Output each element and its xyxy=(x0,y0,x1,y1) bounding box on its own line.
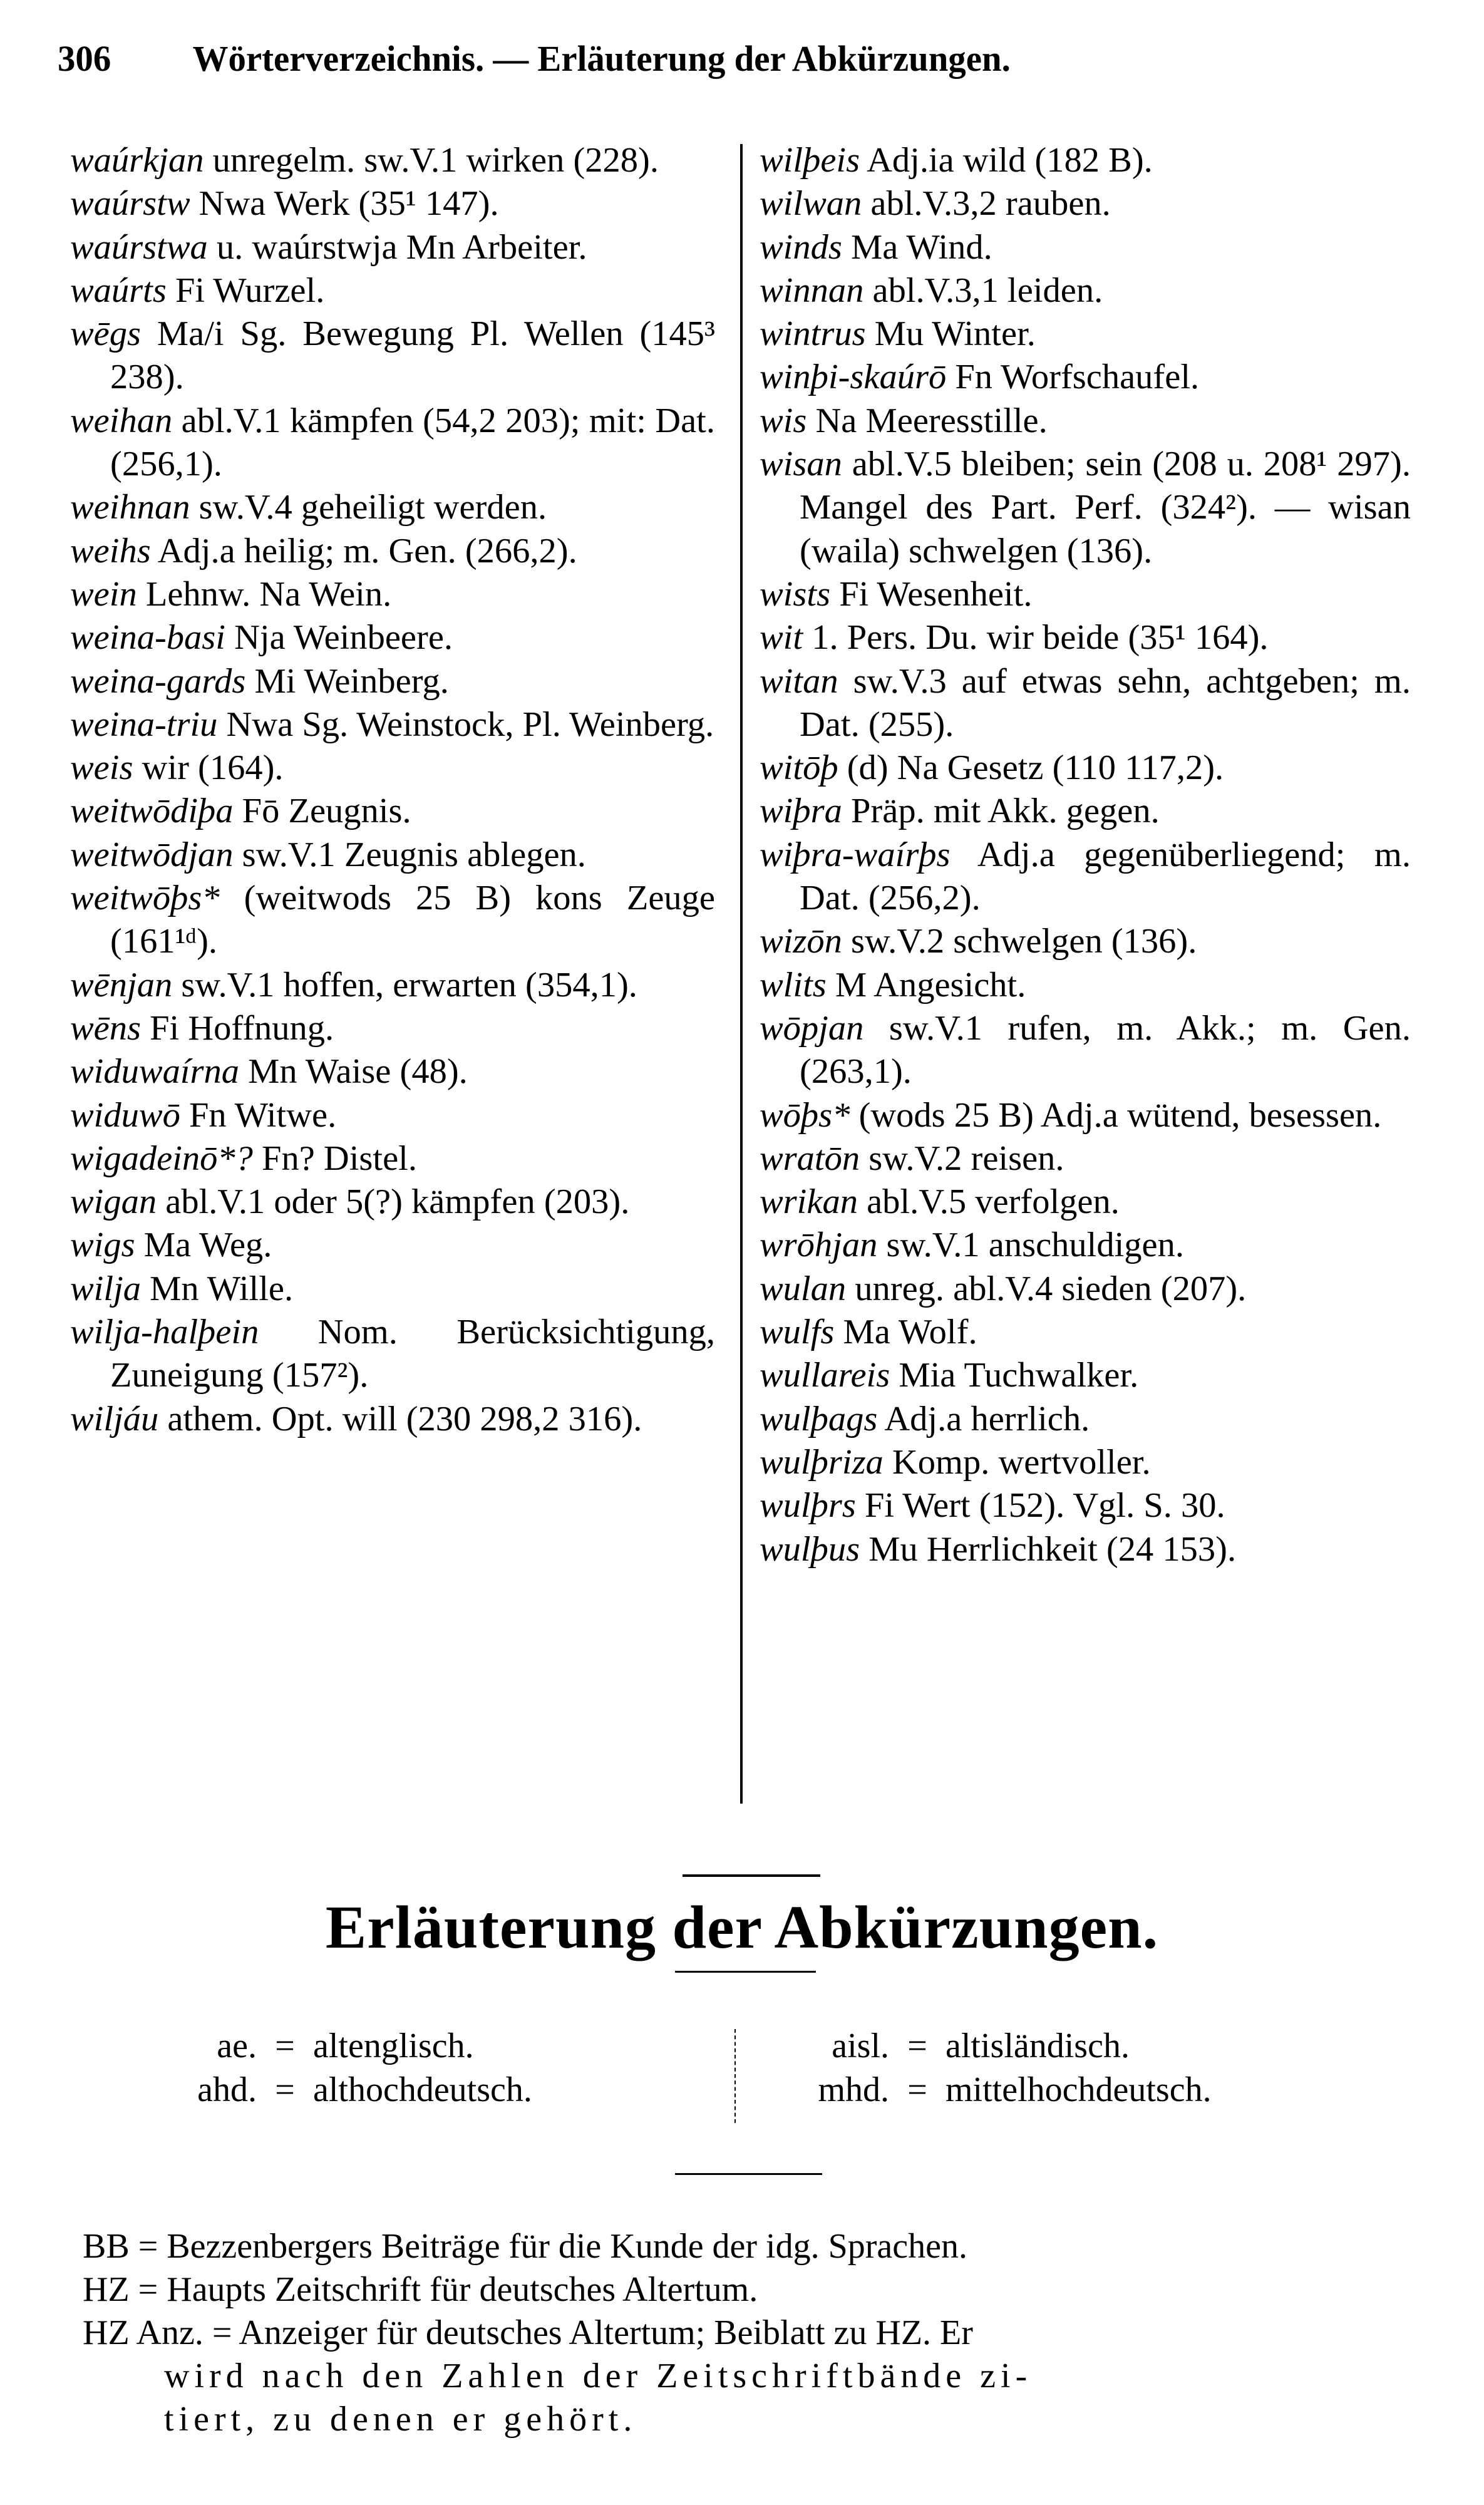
entry-lemma: wullareis xyxy=(760,1356,890,1395)
entry-definition: sw.V.4 geheiligt werden. xyxy=(190,488,547,527)
equals-sign: = xyxy=(138,2227,158,2266)
entry-lemma: weitwōþs* xyxy=(70,879,220,918)
glossary-entry xyxy=(70,1094,715,1137)
entry-definition: abl.V.5 verfolgen. xyxy=(857,1182,1120,1222)
entry-lemma: weina-basi xyxy=(70,618,225,658)
glossary-right-column xyxy=(760,139,1411,1571)
entry-definition: Ma/i Sg. Bewegung Pl. Wellen (145³ 238). xyxy=(110,314,715,397)
glossary-entry xyxy=(70,877,715,964)
entry-definition: M Angesicht. xyxy=(826,965,1026,1005)
entry-definition: Adj.a gegenüberliegend; m. Dat. (256,2). xyxy=(800,835,1411,918)
glossary-entry xyxy=(70,312,715,400)
entry-definition: Mu Herrlichkeit (24 153). xyxy=(860,1529,1237,1569)
entry-definition: Mn Waise (48). xyxy=(239,1052,468,1092)
abbreviation-key: ahd. xyxy=(197,2070,257,2109)
running-title: Wörterverzeichnis. — Erläuterung der Abkürzungen. xyxy=(192,38,1011,79)
glossary-entry xyxy=(70,139,715,182)
entry-lemma: wilþeis xyxy=(760,141,860,180)
entry-lemma: widuwō xyxy=(70,1095,180,1135)
entry-lemma: wilwan xyxy=(760,184,862,224)
entry-lemma: witōþ xyxy=(760,748,838,788)
entry-lemma: waúrstw xyxy=(70,184,190,224)
entry-definition: sw.V.1 anschuldigen. xyxy=(877,1226,1185,1265)
entry-lemma: wiþra xyxy=(760,792,842,831)
glossary-entry xyxy=(760,139,1411,182)
entry-lemma: wēgs xyxy=(70,314,141,354)
entry-lemma: wulþrs xyxy=(760,1486,856,1526)
running-head xyxy=(58,38,1011,80)
entry-definition: Nja Weinbeere. xyxy=(225,618,453,658)
entry-lemma: wigadeinō*? xyxy=(70,1139,253,1178)
abbreviation-row xyxy=(188,2024,474,2068)
entry-definition: (d) Na Gesetz (110 117,2). xyxy=(838,748,1224,788)
glossary-entry xyxy=(760,920,1411,963)
glossary-entry xyxy=(760,573,1411,616)
glossary-entry xyxy=(70,400,715,487)
entry-definition: sw.V.2 reisen. xyxy=(860,1139,1064,1178)
glossary-columns xyxy=(0,139,1484,1817)
entry-definition: Fi Hoffnung. xyxy=(141,1008,334,1048)
entry-lemma: wratōn xyxy=(760,1139,860,1178)
entry-lemma: weina-gards xyxy=(70,661,246,701)
journal-entry xyxy=(83,2311,1410,2355)
entry-lemma: wēns xyxy=(70,1008,141,1048)
entry-definition: Nom. Berücksichtigung, Zuneigung (157²). xyxy=(110,1313,715,1395)
entry-definition: Lehnw. Na Wein. xyxy=(137,574,392,614)
entry-definition: sw.V.1 rufen, m. Akk.; m. Gen. (263,1). xyxy=(800,1008,1411,1092)
abbreviation-row xyxy=(814,2024,1130,2068)
abbreviation-meaning: mittelhochdeutsch. xyxy=(946,2070,1212,2109)
journal-meaning: Anzeiger für deutsches Altertum; Beiblatt zu HZ. Er xyxy=(239,2313,973,2352)
abbreviation-row xyxy=(814,2068,1212,2112)
entry-definition: unregelm. sw.V.1 wirken (228). xyxy=(204,141,659,180)
entry-lemma: winds xyxy=(760,227,842,267)
glossary-entry xyxy=(760,443,1411,573)
journal-continuation-line: tiert, zu denen er gehört. xyxy=(164,2400,637,2439)
glossary-entry xyxy=(70,530,715,573)
glossary-entry xyxy=(70,834,715,877)
entry-definition: sw.V.2 schwelgen (136). xyxy=(842,922,1197,961)
glossary-entry xyxy=(760,269,1411,312)
glossary-entry xyxy=(760,1398,1411,1441)
glossary-entry xyxy=(70,703,715,746)
entry-definition: sw.V.3 auf etwas sehn, achtgeben; m. Dat. (255). xyxy=(800,661,1411,744)
equals-sign: = xyxy=(907,2070,927,2109)
entry-definition: Na Meeresstille. xyxy=(806,401,1048,440)
entry-definition: Ma Weg. xyxy=(135,1226,272,1265)
entry-lemma: winþi-skaúrō xyxy=(760,358,947,397)
glossary-entry xyxy=(70,964,715,1007)
entry-lemma: wulan xyxy=(760,1269,847,1308)
glossary-entry xyxy=(70,1137,715,1180)
entry-definition: athem. Opt. will (230 298,2 316). xyxy=(158,1399,642,1438)
entry-lemma: weitwōdjan xyxy=(70,835,234,874)
glossary-entry xyxy=(70,182,715,225)
entry-lemma: wulþags xyxy=(760,1399,878,1438)
abbreviation-key: ae. xyxy=(217,2027,257,2065)
glossary-entry xyxy=(70,226,715,269)
glossary-entry xyxy=(760,182,1411,225)
entry-definition: 1. Pers. Du. wir beide (35¹ 164). xyxy=(803,618,1269,658)
entry-lemma: weina-triu xyxy=(70,705,218,744)
glossary-entry xyxy=(760,1354,1411,1397)
entry-definition: Fi Wesenheit. xyxy=(830,574,1033,614)
glossary-entry xyxy=(70,1050,715,1093)
entry-lemma: wigan xyxy=(70,1182,157,1222)
page-number: 306 xyxy=(58,38,111,79)
entry-definition: sw.V.1 hoffen, erwarten (354,1). xyxy=(172,965,637,1005)
glossary-entry xyxy=(760,1311,1411,1354)
entry-definition: Fn Worfschaufel. xyxy=(946,358,1200,397)
glossary-entry xyxy=(70,746,715,790)
glossary-entry xyxy=(70,1311,715,1398)
entry-lemma: wiþra-waírþs xyxy=(760,835,951,874)
abbreviation-row xyxy=(188,2068,532,2112)
entry-lemma: weis xyxy=(70,748,133,788)
entry-lemma: wōþs* xyxy=(760,1095,850,1135)
glossary-entry xyxy=(70,269,715,312)
abbreviation-meaning: altisländisch. xyxy=(946,2027,1130,2065)
abbreviation-separator-rule xyxy=(675,2173,822,2175)
entry-definition: Ma Wind. xyxy=(842,227,992,267)
glossary-entry xyxy=(70,790,715,833)
equals-sign: = xyxy=(275,2070,295,2109)
entry-lemma: wizōn xyxy=(760,922,842,961)
entry-definition: abl.V.3,1 leiden. xyxy=(863,271,1103,310)
entry-lemma: wulþus xyxy=(760,1529,860,1569)
glossary-entry xyxy=(760,1224,1411,1267)
entry-definition: Komp. wertvoller. xyxy=(883,1442,1151,1482)
entry-definition: abl.V.1 oder 5(?) kämpfen (203). xyxy=(157,1182,630,1222)
journal-abbreviations xyxy=(83,2225,1410,2441)
glossary-entry xyxy=(760,1268,1411,1311)
glossary-entry xyxy=(760,964,1411,1007)
glossary-entry xyxy=(760,1137,1411,1180)
section-title: Erläuterung der Abkürzungen. xyxy=(325,1894,1159,1961)
journal-abbreviation: HZ Anz. xyxy=(83,2313,204,2352)
glossary-entry xyxy=(70,1224,715,1267)
journal-meaning: Bezzenbergers Beiträge für die Kunde der idg. Sprachen. xyxy=(167,2227,967,2266)
glossary-entry xyxy=(70,1398,715,1441)
glossary-entry xyxy=(760,746,1411,790)
entry-definition: u. waúrstwja Mn Arbeiter. xyxy=(207,227,587,267)
entry-lemma: witan xyxy=(760,661,838,701)
entry-lemma: wēnjan xyxy=(70,965,173,1005)
equals-sign: = xyxy=(138,2270,158,2309)
glossary-entry xyxy=(70,660,715,703)
abbreviation-key: mhd. xyxy=(818,2070,889,2109)
glossary-entry xyxy=(760,790,1411,833)
entry-definition: abl.V.3,2 rauben. xyxy=(862,184,1111,224)
entry-definition: Adj.a herrlich. xyxy=(877,1399,1090,1438)
entry-definition: Fn Witwe. xyxy=(180,1095,337,1135)
glossary-entry xyxy=(760,1007,1411,1094)
entry-definition: Fn? Distel. xyxy=(252,1139,418,1178)
glossary-entry xyxy=(760,1441,1411,1484)
entry-definition: sw.V.1 Zeugnis ablegen. xyxy=(233,835,586,874)
entry-definition: Fi Wurzel. xyxy=(166,271,325,310)
entry-definition: Nwa Sg. Weinstock, Pl. Weinberg. xyxy=(217,705,714,744)
glossary-entry xyxy=(760,400,1411,443)
entry-definition: Adj.ia wild (182 B). xyxy=(860,141,1153,180)
entry-definition: Mia Tuchwalker. xyxy=(890,1356,1139,1395)
equals-sign: = xyxy=(907,2027,927,2065)
entry-lemma: waúrstwa xyxy=(70,227,208,267)
entry-lemma: wilja-halþein xyxy=(70,1313,259,1352)
entry-lemma: waúrkjan xyxy=(70,141,204,180)
glossary-entry xyxy=(760,660,1411,747)
glossary-entry xyxy=(760,834,1411,921)
entry-lemma: wisan xyxy=(760,445,842,484)
entry-lemma: wlits xyxy=(760,965,827,1005)
entry-lemma: wis xyxy=(760,401,807,440)
journal-abbreviation: BB xyxy=(83,2227,130,2266)
glossary-entry xyxy=(70,1007,715,1050)
glossary-entry xyxy=(760,356,1411,399)
entry-definition: (weitwods 25 B) kons Zeuge (161¹ᵈ). xyxy=(110,879,715,961)
equals-sign: = xyxy=(275,2027,295,2065)
glossary-entry xyxy=(70,573,715,616)
entry-definition: Fi Wert (152). Vgl. S. 30. xyxy=(855,1486,1225,1526)
entry-lemma: weihnan xyxy=(70,488,190,527)
glossary-entry xyxy=(760,1094,1411,1137)
section-separator-rule xyxy=(683,1874,820,1877)
journal-meaning: Haupts Zeitschrift für deutsches Altertum. xyxy=(167,2270,758,2309)
equals-sign: = xyxy=(212,2313,232,2352)
entry-lemma: widuwaírna xyxy=(70,1052,240,1092)
entry-lemma: weitwōdiþa xyxy=(70,792,234,831)
glossary-entry xyxy=(70,486,715,529)
entry-lemma: wit xyxy=(760,618,803,658)
entry-definition: Mi Weinberg. xyxy=(245,661,449,701)
glossary-entry xyxy=(70,1180,715,1224)
journal-abbreviation: HZ xyxy=(83,2270,130,2309)
entry-definition: wir (164). xyxy=(133,748,284,788)
entry-definition: Ma Wolf. xyxy=(834,1313,977,1352)
entry-lemma: wrōhjan xyxy=(760,1226,878,1265)
entry-lemma: wilja xyxy=(70,1269,142,1308)
glossary-entry xyxy=(760,1180,1411,1224)
entry-definition: Präp. mit Akk. gegen. xyxy=(842,792,1160,831)
entry-lemma: winnan xyxy=(760,271,864,310)
journal-continuation-line: wird nach den Zahlen der Zeitschriftbände zi- xyxy=(164,2357,1033,2395)
abbreviation-meaning: altenglisch. xyxy=(313,2027,474,2065)
glossary-entry xyxy=(760,1484,1411,1527)
journal-entry xyxy=(83,2268,1410,2311)
title-underline-rule xyxy=(675,1971,816,1973)
glossary-entry xyxy=(760,312,1411,356)
glossary-entry xyxy=(760,1528,1411,1571)
entry-lemma: weihan xyxy=(70,401,173,440)
entry-definition: Adj.a heilig; m. Gen. (266,2). xyxy=(150,531,577,571)
entry-lemma: wōpjan xyxy=(760,1008,864,1048)
journal-entry xyxy=(83,2225,1410,2268)
entry-definition: Nwa Werk (35¹ 147). xyxy=(190,184,499,224)
entry-lemma: wulþriza xyxy=(760,1442,884,1482)
entry-lemma: weihs xyxy=(70,531,151,571)
entry-definition: Mn Wille. xyxy=(141,1269,294,1308)
entry-definition: Fō Zeugnis. xyxy=(233,792,411,831)
entry-definition: abl.V.1 kämpfen (54,2 203); mit: Dat. (256,1). xyxy=(110,401,715,484)
glossary-entry xyxy=(760,616,1411,659)
glossary-left-column xyxy=(70,139,715,1441)
entry-lemma: wrikan xyxy=(760,1182,858,1222)
abbreviation-meaning: althochdeutsch. xyxy=(313,2070,532,2109)
glossary-entry xyxy=(70,1268,715,1311)
entry-lemma: wigs xyxy=(70,1226,135,1265)
entry-lemma: wiljáu xyxy=(70,1399,159,1438)
glossary-entry xyxy=(760,226,1411,269)
entry-lemma: wein xyxy=(70,574,137,614)
entry-definition: (wods 25 B) Adj.a wütend, besessen. xyxy=(850,1095,1382,1135)
abbreviation-column-divider xyxy=(734,2029,736,2123)
entry-lemma: waúrts xyxy=(70,271,167,310)
entry-definition: Mu Winter. xyxy=(865,314,1036,354)
entry-lemma: wintrus xyxy=(760,314,866,354)
glossary-entry xyxy=(70,616,715,659)
entry-lemma: wists xyxy=(760,574,831,614)
abbreviation-key: aisl. xyxy=(832,2027,889,2065)
entry-lemma: wulfs xyxy=(760,1313,835,1352)
entry-definition: abl.V.5 bleiben; sein (208 u. 208¹ 297). Mangel des Part. Perf. (324²). — wisan (waila) schwelgen (136). xyxy=(800,445,1411,571)
entry-definition: unreg. abl.V.4 sieden (207). xyxy=(846,1269,1247,1308)
